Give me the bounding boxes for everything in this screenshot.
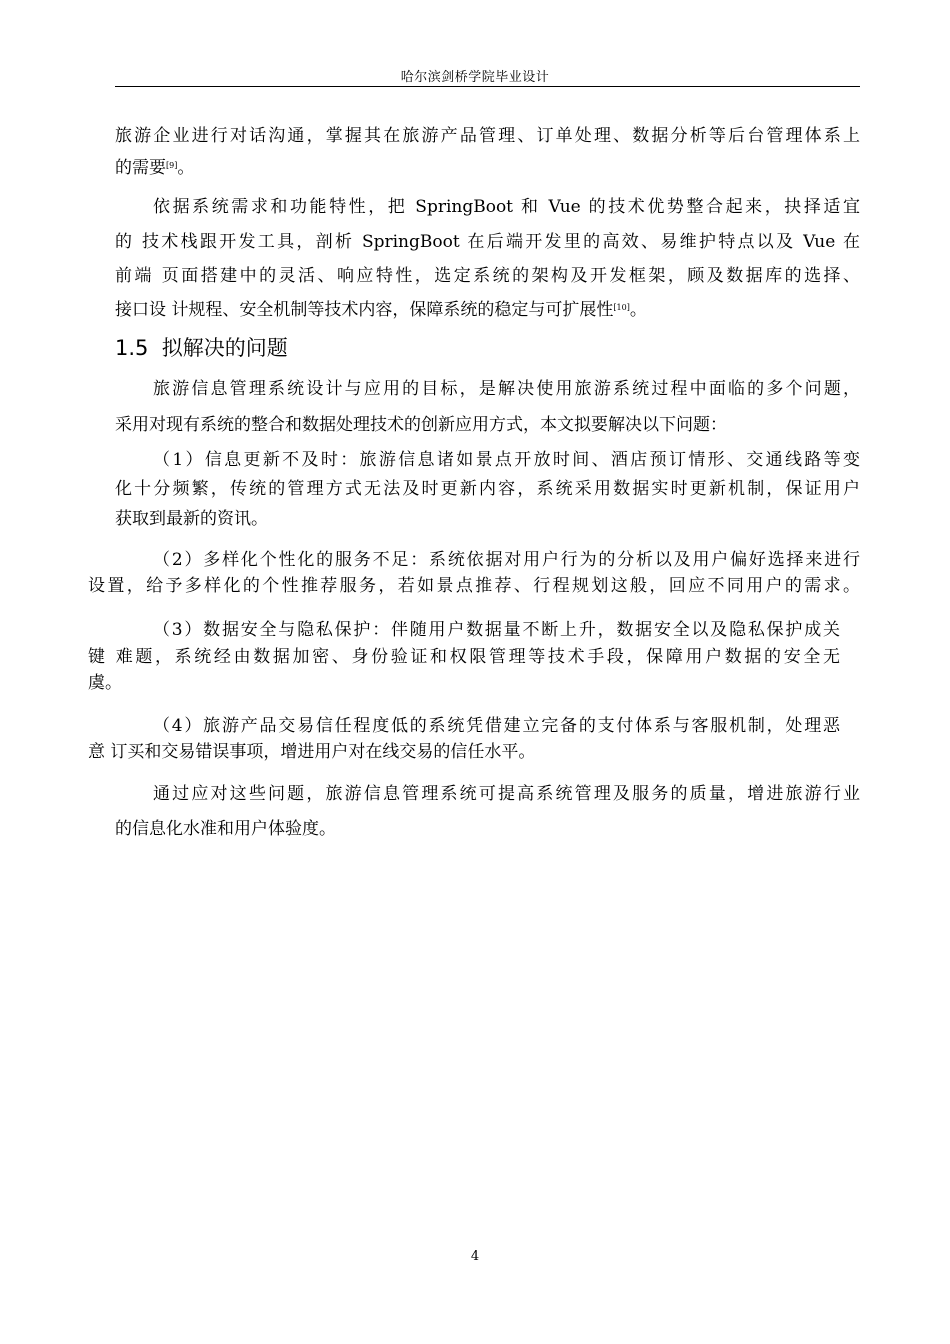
list-item-line: 化十分频繁，传统的管理方式无法及时更新内容，系统采用数据实时更新机制，保证用户 [115,479,860,499]
paragraph-text: 。 [177,158,195,178]
list-item-line: （1）信息更新不及时：旅游信息诸如景点开放时间、酒店预订情形、交通线路等变 [153,450,860,470]
citation-mark: [9] [166,161,178,170]
list-item-line: 意 订买和交易错误事项，增进用户对在线交易的信任水平。 [88,742,536,762]
section-heading [115,334,288,362]
section-title: 拟解决的问题 [161,336,288,360]
section-number: 1.5 [115,336,149,360]
list-item-line: （4）旅游产品交易信任程度低的系统凭借建立完备的支付体系与客服机制，处理恶 [153,716,840,736]
list-item-line: （2）多样化个性化的服务不足：系统依据对用户行为的分析以及用户偏好选择来进行 [153,550,860,570]
paragraph-text: 。 [629,300,647,320]
running-header: 哈尔滨剑桥学院毕业设计 [400,70,550,85]
list-item-line: 虞。 [88,673,122,693]
paragraph-line [115,156,194,180]
list-item-line: 键 难题，系统经由数据加密、身份验证和权限管理等技术手段，保障用户数据的安全无 [88,647,840,667]
list-item-line: 设置，给予多样化的个性推荐服务，若如景点推荐、行程规划这般，回应不同用户的需求。 [88,576,860,596]
paragraph-text: 的需要 [115,158,166,178]
paragraph-line: 旅游信息管理系统设计与应用的目标，是解决使用旅游系统过程中面临的多个问题， [153,379,860,399]
list-item-line: （3）数据安全与隐私保护：伴随用户数据量不断上升，数据安全以及隐私保护成关 [153,620,840,640]
paragraph-line: 依据系统需求和功能特性，把 SpringBoot 和 Vue 的技术优势整合起来，抉择适宜 [153,197,860,217]
paragraph-line: 采用对现有系统的整合和数据处理技术的创新应用方式，本文拟要解决以下问题： [115,415,727,435]
paragraph-line: 的信息化水准和用户体验度。 [115,819,336,839]
paragraph-text: 接口设 计规程、安全机制等技术内容，保障系统的稳定与可扩展性 [115,300,614,320]
paragraph-line: 前端 页面搭建中的灵活、响应特性，选定系统的架构及开发框架，顾及数据库的选择、 [115,266,860,286]
citation-mark: [10] [613,303,630,312]
paragraph-line [115,298,647,322]
page-number: 4 [470,1249,480,1264]
paragraph-line: 旅游企业进行对话沟通，掌握其在旅游产品管理、订单处理、数据分析等后台管理体系上 [115,126,860,146]
paragraph-line: 通过应对这些问题，旅游信息管理系统可提高系统管理及服务的质量，增进旅游行业 [153,784,860,804]
paragraph-line: 的 技术栈跟开发工具，剖析 SpringBoot 在后端开发里的高效、易维护特点以及 Vue 在 [115,232,860,252]
list-item-line: 获取到最新的资讯。 [115,509,268,529]
header-rule [115,86,860,87]
